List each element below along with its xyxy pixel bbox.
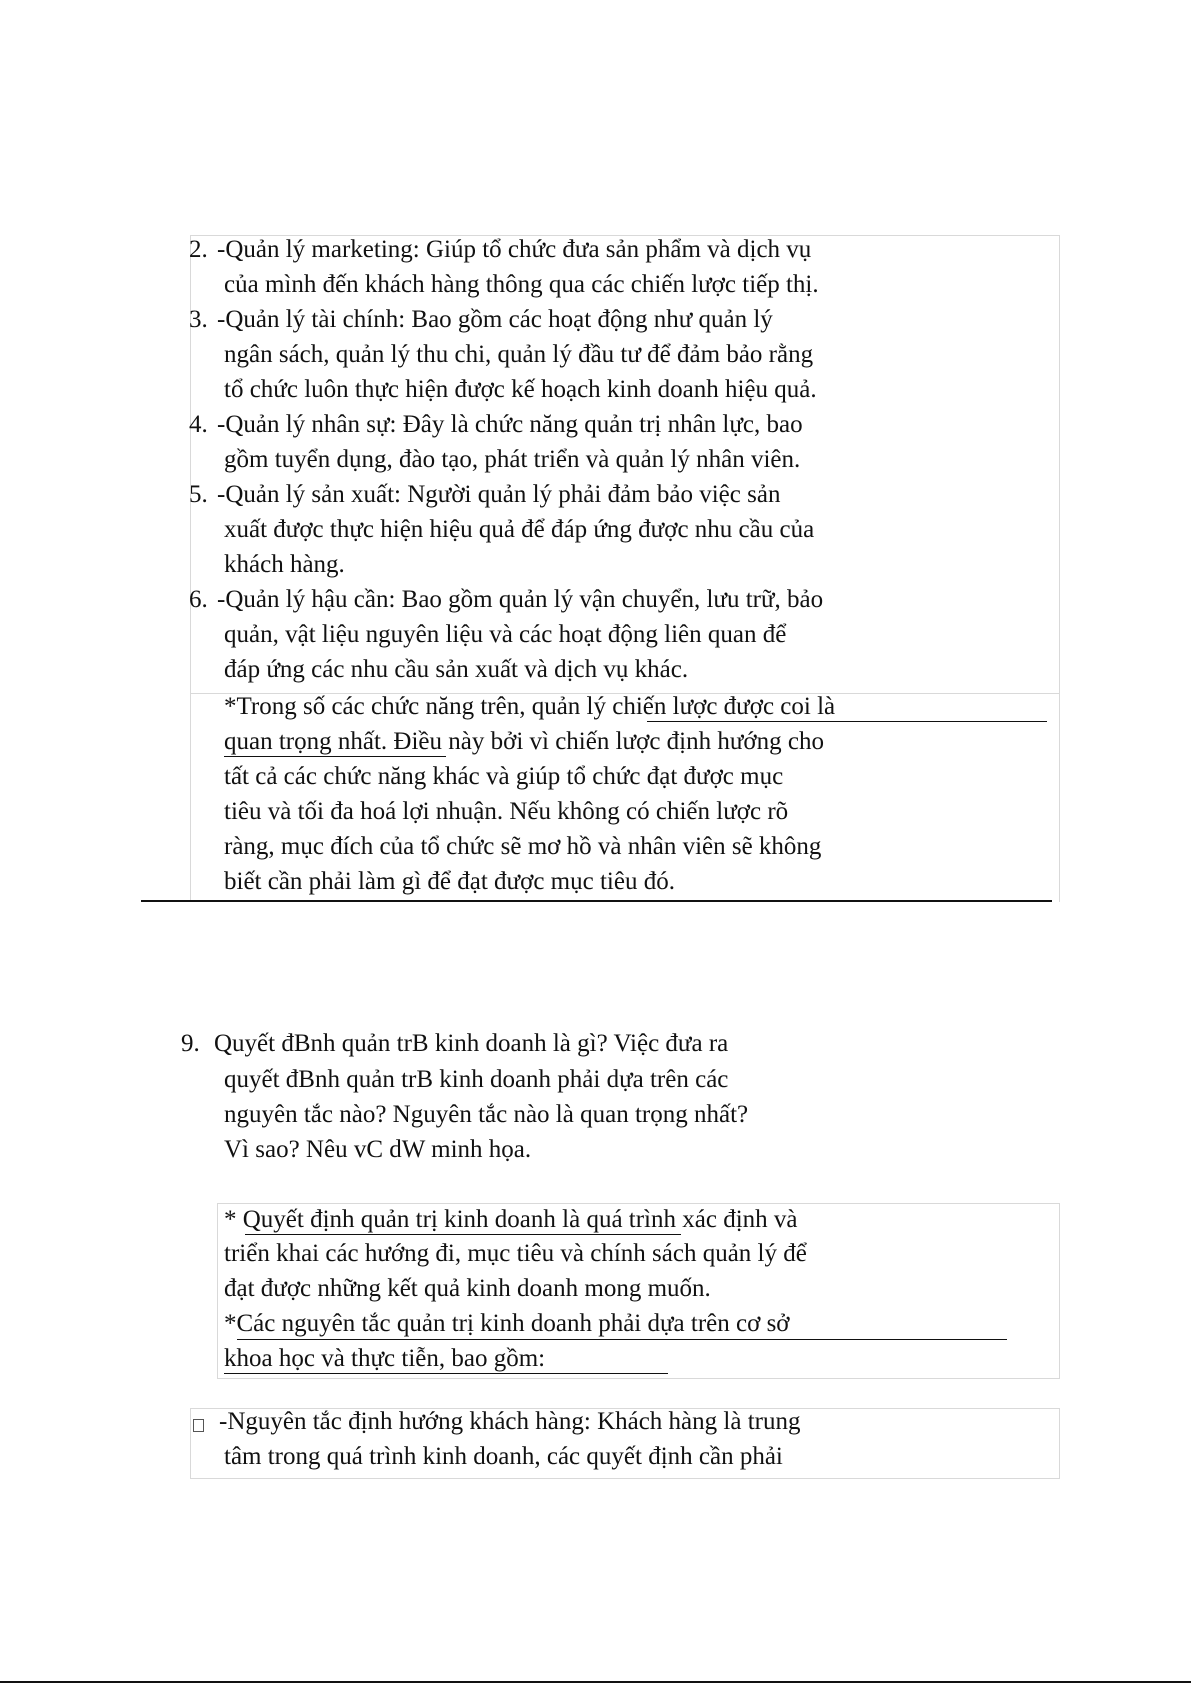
- list-number: 2.: [189, 236, 208, 263]
- conclusion-line: biết cần phải làm gì để đạt được mục tiêu đó.: [224, 868, 675, 895]
- conclusion-line: ràng, mục đích của tổ chức sẽ mơ hồ và nhân viên sẽ không: [224, 833, 822, 860]
- conclusion-line: tiêu và tối đa hoá lợi nhuận. Nếu không có chiến lược rõ: [224, 798, 789, 825]
- list-item-line: quản, vật liệu nguyên liệu và các hoạt động liên quan để: [224, 621, 787, 648]
- list-item-line: gồm tuyển dụng, đào tạo, phát triển và quản lý nhân viên.: [224, 446, 801, 473]
- answer-line: triển khai các hướng đi, mục tiêu và chính sách quản lý để: [224, 1240, 807, 1267]
- principle-line: tâm trong quá trình kinh doanh, các quyết định cần phải: [224, 1443, 783, 1470]
- underline-mark: [224, 756, 446, 757]
- principle-line: -Nguyên tắc định hướng khách hàng: Khách hàng là trung: [219, 1408, 801, 1435]
- list-number: 3.: [189, 306, 208, 333]
- answer-line: *Các nguyên tắc quản trị kinh doanh phải dựa trên cơ sở: [224, 1310, 790, 1337]
- answer-line: khoa học và thực tiễn, bao gồm:: [224, 1345, 546, 1372]
- underline-mark: [237, 1339, 1007, 1340]
- underline-mark: [647, 721, 1047, 722]
- list-item-line: -Quản lý hậu cần: Bao gồm quản lý vận chuyển, lưu trữ, bảo: [217, 586, 824, 613]
- list-item-line: khách hàng.: [224, 551, 345, 578]
- list-item-line: -Quản lý tài chính: Bao gồm các hoạt động như quản lý: [217, 306, 773, 333]
- underline-mark: [245, 1234, 681, 1235]
- question-line: quyết đBnh quản trB kinh doanh phải dựa trên các: [224, 1066, 729, 1093]
- answer-line: đạt được những kết quả kinh doanh mong muốn.: [224, 1275, 711, 1302]
- list-item-line: của mình đến khách hàng thông qua các chiến lược tiếp thị.: [224, 271, 819, 298]
- list-number: 6.: [189, 586, 208, 613]
- question-line: Vì sao? Nêu vC dW minh họa.: [224, 1136, 532, 1163]
- question-line: Quyết đBnh quản trB kinh doanh là gì? Việc đưa ra: [214, 1030, 729, 1057]
- conclusion-line: tất cả các chức năng khác và giúp tổ chức đạt được mục: [224, 763, 784, 790]
- checkbox-icon[interactable]: [193, 1419, 204, 1432]
- list-item-line: -Quản lý nhân sự: Đây là chức năng quản trị nhân lực, bao: [217, 411, 803, 438]
- conclusion-line: quan trọng nhất. Điều này bởi vì chiến lược định hướng cho: [224, 728, 824, 755]
- question-number: 9.: [181, 1030, 200, 1057]
- list-item-line: xuất được thực hiện hiệu quả để đáp ứng được nhu cầu của: [224, 516, 815, 543]
- list-item-line: -Quản lý sản xuất: Người quản lý phải đảm bảo việc sản: [217, 481, 781, 508]
- list-item-line: ngân sách, quản lý thu chi, quản lý đầu tư để đảm bảo rằng: [224, 341, 814, 368]
- underline-mark: [224, 1373, 668, 1374]
- list-number: 5.: [189, 481, 208, 508]
- question-line: nguyên tắc nào? Nguyên tắc nào là quan trọng nhất?: [224, 1101, 749, 1128]
- answer-line: * Quyết định quản trị kinh doanh là quá trình xác định và: [224, 1206, 798, 1233]
- list-item-line: -Quản lý marketing: Giúp tổ chức đưa sản phẩm và dịch vụ: [217, 236, 812, 263]
- conclusion-line: *Trong số các chức năng trên, quản lý chiến lược được coi là: [224, 693, 836, 720]
- list-item-line: đáp ứng các nhu cầu sản xuất và dịch vụ khác.: [224, 656, 689, 683]
- list-number: 4.: [189, 411, 208, 438]
- page-bottom-edge: [0, 1681, 1191, 1683]
- section-divider: [141, 900, 1052, 902]
- list-item-line: tổ chức luôn thực hiện được kế hoạch kinh doanh hiệu quả.: [224, 376, 817, 403]
